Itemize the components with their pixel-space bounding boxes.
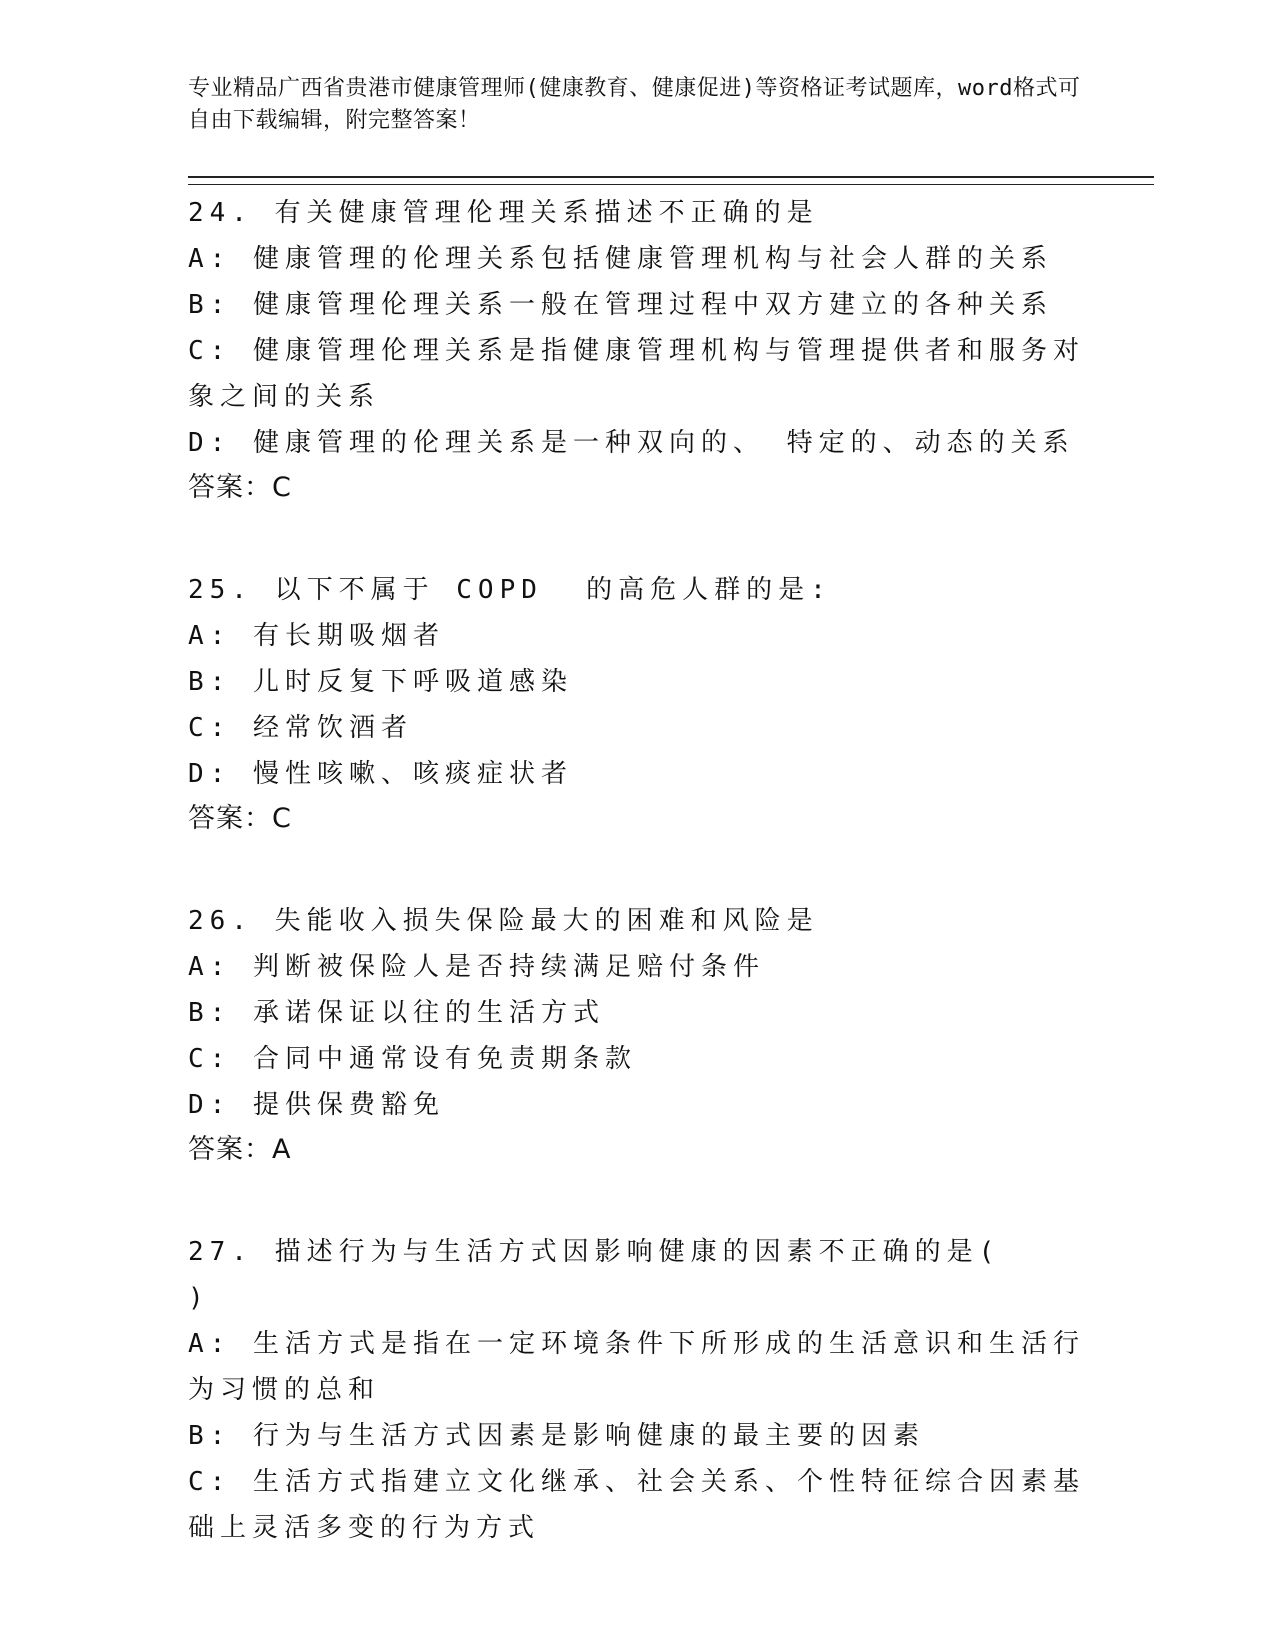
- question-stem: 24. 有关健康管理伦理关系描述不正确的是: [188, 198, 819, 228]
- question-27: [188, 1229, 1088, 1551]
- option-c: C: 生活方式指建立文化继承、社会关系、个性特征综合因素基础上灵活多变的行为方式: [188, 1467, 1085, 1543]
- header-divider: [188, 176, 1154, 185]
- answer: 答案：A: [188, 1134, 292, 1165]
- question-stem: 25. 以下不属于 COPD 的高危人群的是:: [188, 575, 832, 605]
- option-c: C: 经常饮酒者: [188, 713, 413, 743]
- option-b: B: 儿时反复下呼吸道感染: [188, 667, 573, 697]
- option-c: C: 合同中通常设有免责期条款: [188, 1044, 637, 1074]
- option-a: A: 判断被保险人是否持续满足赔付条件: [188, 952, 765, 982]
- question-stem: 26. 失能收入损失保险最大的困难和风险是: [188, 906, 819, 936]
- option-a: A: 生活方式是指在一定环境条件下所形成的生活意识和生活行为习惯的总和: [188, 1329, 1085, 1405]
- answer: 答案：C: [188, 803, 292, 834]
- option-d: D: 提供保费豁免: [188, 1090, 445, 1120]
- question-25: [188, 567, 1088, 841]
- answer: 答案：C: [188, 472, 292, 503]
- question-26: [188, 898, 1088, 1172]
- option-a: A: 有长期吸烟者: [188, 621, 445, 651]
- option-b: B: 健康管理伦理关系一般在管理过程中双方建立的各种关系: [188, 290, 1053, 320]
- question-24: [188, 190, 1088, 510]
- option-d: D: 慢性咳嗽、咳痰症状者: [188, 759, 573, 789]
- page-header: 专业精品广西省贵港市健康管理师(健康教育、健康促进)等资格证考试题库，word格式可自由下载编辑，附完整答案！: [188, 76, 1081, 133]
- question-list: [188, 190, 1088, 1608]
- option-d: D: 健康管理的伦理关系是一种双向的、 特定的、动态的关系: [188, 428, 1075, 458]
- question-stem: 27. 描述行为与生活方式因影响健康的因素不正确的是( ): [188, 1237, 1087, 1313]
- option-b: B: 承诺保证以往的生活方式: [188, 998, 605, 1028]
- option-a: A: 健康管理的伦理关系包括健康管理机构与社会人群的关系: [188, 244, 1053, 274]
- option-b: B: 行为与生活方式因素是影响健康的最主要的因素: [188, 1421, 925, 1451]
- option-c: C: 健康管理伦理关系是指健康管理机构与管理提供者和服务对象之间的关系: [188, 336, 1085, 412]
